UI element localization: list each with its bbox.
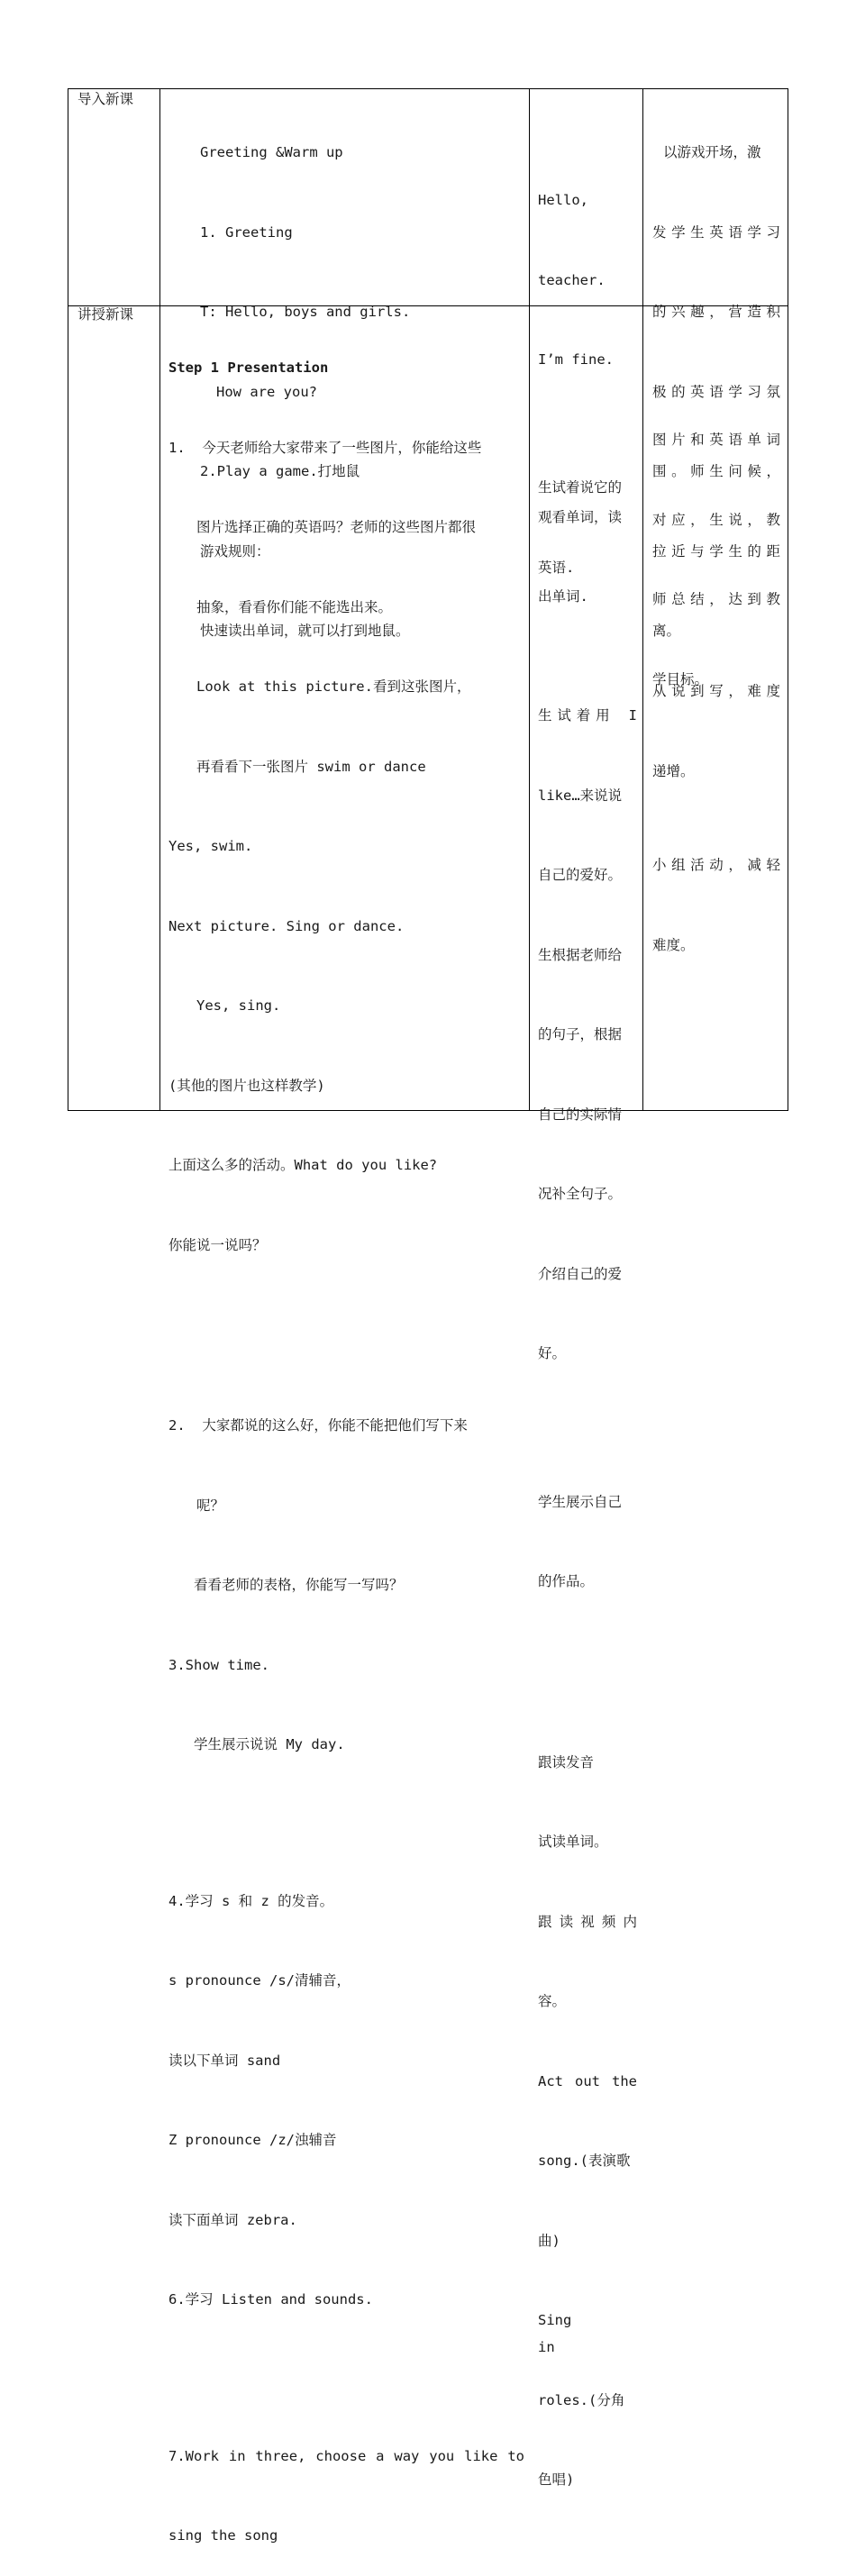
process-line: 学生展示说说 My day. [194,1736,345,1752]
row1-stage-label: 导入新课 [77,91,134,107]
process-line: 7.Work in three, choose a way you like to [168,2447,524,2464]
student-line: Sing in [538,2312,623,2355]
row2-process-cell [168,302,524,2576]
purpose-line: 递增。 [652,762,695,779]
process-line: 快速读出单词，就可以打到地鼠。 [200,623,410,639]
purpose-line: 小组活动，减轻 [652,857,780,873]
purpose-line: 的兴趣，营造积 [652,304,780,320]
purpose-line: 学目标。 [652,670,709,687]
spacer [538,1649,637,1697]
student-line: 生试着用 I [538,707,637,724]
student-line: Act out the [538,2072,637,2089]
process-line: T: Hello, boys and girls. [200,304,411,320]
student-line: 观看单词，读 [538,508,623,525]
student-line: 好。 [538,1345,567,1361]
purpose-line: 从说到写，难度 [652,683,780,699]
student-line: 自己的实际情 [538,1106,623,1123]
purpose-line: 对应，生说，教 [652,511,780,528]
student-line: 自己的爱好。 [538,867,623,883]
process-line: 2.Play a game.打地鼠 [200,463,360,479]
column-divider-1 [159,88,160,1111]
process-line: 6.学习 Listen and sounds. [168,2291,373,2307]
student-line: 的作品。 [538,1573,595,1589]
process-line: 呢？ [196,1497,225,1514]
process-line: 上面这么多的活动。What do you like? [168,1157,438,1173]
student-line: 生根据老师给 [538,946,623,963]
column-divider-3 [642,88,643,1111]
student-line: 容。 [538,1993,567,2009]
student-line: 试读单词。 [538,1834,608,1850]
student-line: 学生展示自己 [538,1493,623,1510]
spacer [168,2367,524,2390]
student-line: 英语. [538,559,575,576]
row2-purpose-cell-c [652,799,780,986]
student-line: Hello, [538,192,588,208]
purpose-line: 拉近与学生的距 [652,542,780,560]
student-line: I’m fine. [538,351,614,368]
process-line: Z pronounce /z/浊辅音 [168,2132,337,2148]
student-line: 跟读发音 [538,1753,595,1770]
student-line: 生试着说它的 [538,479,623,496]
student-line: 曲) [538,2232,560,2249]
process-line: 1. 今天老师给大家带来了一些图片，你能给这些 [168,439,482,456]
process-line: Look at this picture.看到这张图片， [196,678,471,695]
student-line: song.(表演歌 [538,2153,631,2169]
process-line: 4.学习 s 和 z 的发音。 [168,1892,334,1909]
process-line: How are you? [216,383,317,400]
purpose-line: 难度。 [652,936,695,953]
process-line: (其他的图片也这样教学) [168,1077,325,1094]
purpose-line: 以游戏开场，激 [663,144,761,160]
spacer [538,634,637,650]
process-line: 读下面单词 zebra. [168,2211,297,2228]
purpose-line: 图片和英语单词 [652,432,780,448]
process-line: 读以下单词 sand [168,2052,281,2069]
process-line: Yes, sing. [196,997,281,1014]
row2-purpose-cell-b [652,625,780,812]
student-line: 跟读视频内 [538,1913,637,1930]
process-line: 1. Greeting [200,223,293,241]
student-line: like…来说说 [538,787,623,804]
purpose-line: 离。 [652,623,681,639]
student-line: 况补全句子。 [538,1186,623,1202]
purpose-line: 发学生英语学习 [652,223,780,241]
process-line: 看看老师的表格，你能写一写吗？ [194,1577,404,1593]
student-line: teacher. [538,271,606,288]
process-line: 2. 大家都说的这么好，你能不能把他们写下来 [168,1417,468,1434]
step-heading: Step 1 Presentation [168,360,329,376]
student-line: 色唱) [538,2471,575,2488]
purpose-line: 师总结，达到教 [652,591,780,607]
process-line: Yes, swim. [168,838,253,854]
row2-stage-label: 讲授新课 [77,306,134,323]
column-divider-2 [529,88,530,1111]
student-line: roles.(分角 [538,2391,625,2408]
purpose-line: 极的英语学习氛 [652,383,780,400]
student-line: 的句子，根据 [538,1026,623,1042]
process-line: Greeting &Warm up [200,144,343,160]
purpose-line: 围。师生问候， [652,463,780,479]
process-line: s pronounce /s/清辅音， [168,1972,351,1989]
process-line: 抽象，看看你们能不能选出来。 [196,598,393,615]
process-line: Next picture. Sing or dance. [168,917,405,934]
spacer [168,1312,524,1360]
process-line: sing the song [168,2527,278,2544]
student-line: 出单词. [538,588,588,605]
process-line: 3.Show time. [168,1656,269,1673]
spacer [538,1421,637,1436]
process-line: 游戏规则： [200,542,270,560]
row2-student-cell [538,422,637,2520]
spacer [168,1812,524,1835]
process-line: 图片选择正确的英语吗？老师的这些图片都很 [196,519,477,535]
student-line: 介绍自己的爱 [538,1265,623,1282]
process-line: 你能说一说吗？ [168,1236,267,1253]
process-line: 再看看下一张图片 swim or dance [196,758,426,775]
